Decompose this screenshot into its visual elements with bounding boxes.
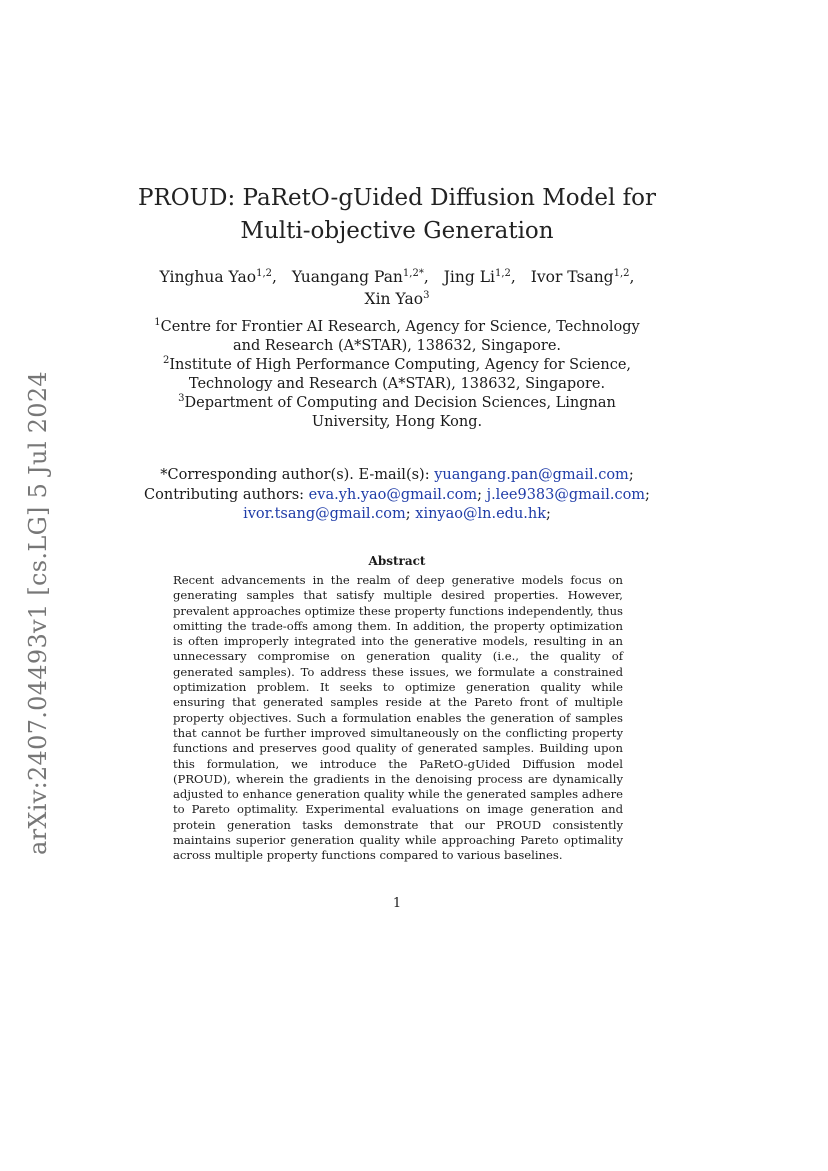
affiliation-marker: 3 (178, 393, 185, 405)
contributing-authors-line-2 (110, 505, 684, 525)
paper-title (110, 182, 684, 248)
email-separator: ; (628, 467, 634, 483)
abstract-body: Recent advancements in the realm of deep generative models focus on generating samples that satisfy multiple desired properties. However, prevalent approaches optimize these property functions independently, thus omitting the trade-offs among them. In addition, the property optimization is often improperly integrated into the generative models, resulting in an unnecessary compromise on generation quality (i.e., the quality of generated samples). To address these issues, we formulate a constrained optimization problem. It seeks to optimize generation quality while ensuring that generated samples reside at the Pareto front of multiple property objectives. Such a formulation enables the generation of samples that cannot be further improved simultaneously on the conflicting property functions and preserves good quality of generated samples. Building upon this formulation, we introduce the PaRetO-gUided Diffusion model (PROUD), wherein the gradients in the denoising process are dynamically adjusted to enhance generation quality while the generated samples adhere to Pareto optimality. Experimental evaluations on image generation and protein generation tasks demonstrate that our PROUD consistently maintains superior generation quality while approaching Pareto optimality across multiple property functions compared to various baselines. (173, 573, 623, 863)
affiliation-text: Centre for Frontier AI Research, Agency for Science, Technology and Research (A*STAR), 138632, Singapore. (160, 319, 640, 354)
author: Yuangang Pan$^{1,2*}$, (291, 267, 429, 286)
author-line-2 (110, 288, 684, 310)
author: Ivor Tsang$^{1,2}$, (530, 267, 635, 286)
author-name: Jing Li (443, 268, 495, 286)
affiliation-text: Institute of High Performance Computing, Agency for Science, Technology and Research (A*STAR), 138632, Singapore. (169, 357, 632, 392)
email-link[interactable]: xinyao@ln.edu.hk (415, 506, 547, 522)
affiliation (140, 356, 654, 394)
email-separator: ; (477, 486, 482, 503)
corresponding-author-label: *Corresponding author(s). E-mail(s): (160, 467, 430, 483)
author-line-1 (110, 266, 684, 288)
corresponding-author-line (110, 466, 684, 486)
author-name: Xin Yao (364, 290, 424, 308)
paper-title-line-2: Multi-objective Generation (240, 218, 554, 244)
affiliation-marker: 1 (154, 317, 161, 329)
author: Jing Li$^{1,2}$, (443, 267, 516, 286)
author-affiliation-marker: 1,2* (402, 267, 424, 279)
affiliation (140, 394, 654, 432)
email-link[interactable]: j.lee9383@gmail.com (486, 486, 646, 503)
affiliation (140, 318, 654, 356)
author-affiliation-marker: 3 (423, 289, 430, 301)
email-link[interactable]: yuangang.pan@gmail.com (434, 467, 629, 483)
affiliation-marker: 2 (162, 355, 170, 367)
email-link[interactable]: eva.yh.yao@gmail.com (308, 486, 478, 503)
paper-title-line-1: PROUD: PaRetO-gUided Diffusion Model for (138, 185, 656, 211)
author-name: Yuangang Pan (291, 268, 403, 286)
page-number: 1 (392, 896, 402, 911)
affiliation-text: Department of Computing and Decision Sciences, Lingnan University, Hong Kong. (184, 395, 616, 430)
author-list (110, 266, 684, 310)
email-link[interactable]: ivor.tsang@gmail.com (243, 506, 406, 522)
contact-block (110, 466, 684, 525)
author-affiliation-marker: 1,2 (613, 267, 630, 279)
author-affiliation-marker: 1,2 (256, 267, 272, 279)
author: Yinghua Yao$^{1,2}$, (159, 267, 277, 286)
email-separator: ; (546, 506, 551, 522)
abstract-heading: Abstract (368, 554, 426, 568)
author-affiliation-marker: 1,2 (494, 267, 511, 279)
email-separator: ; (645, 486, 650, 503)
arxiv-identifier: arXiv:2407.04493v1 [cs.LG] 5 Jul 2024 (24, 370, 52, 856)
author (365, 290, 430, 308)
affiliation-list (140, 318, 654, 432)
contributing-authors-label: Contributing authors: (144, 486, 305, 503)
author-name: Yinghua Yao (159, 268, 257, 286)
author-name: Ivor Tsang (530, 268, 614, 286)
email-separator: ; (405, 506, 411, 522)
contributing-authors-line (110, 486, 684, 506)
